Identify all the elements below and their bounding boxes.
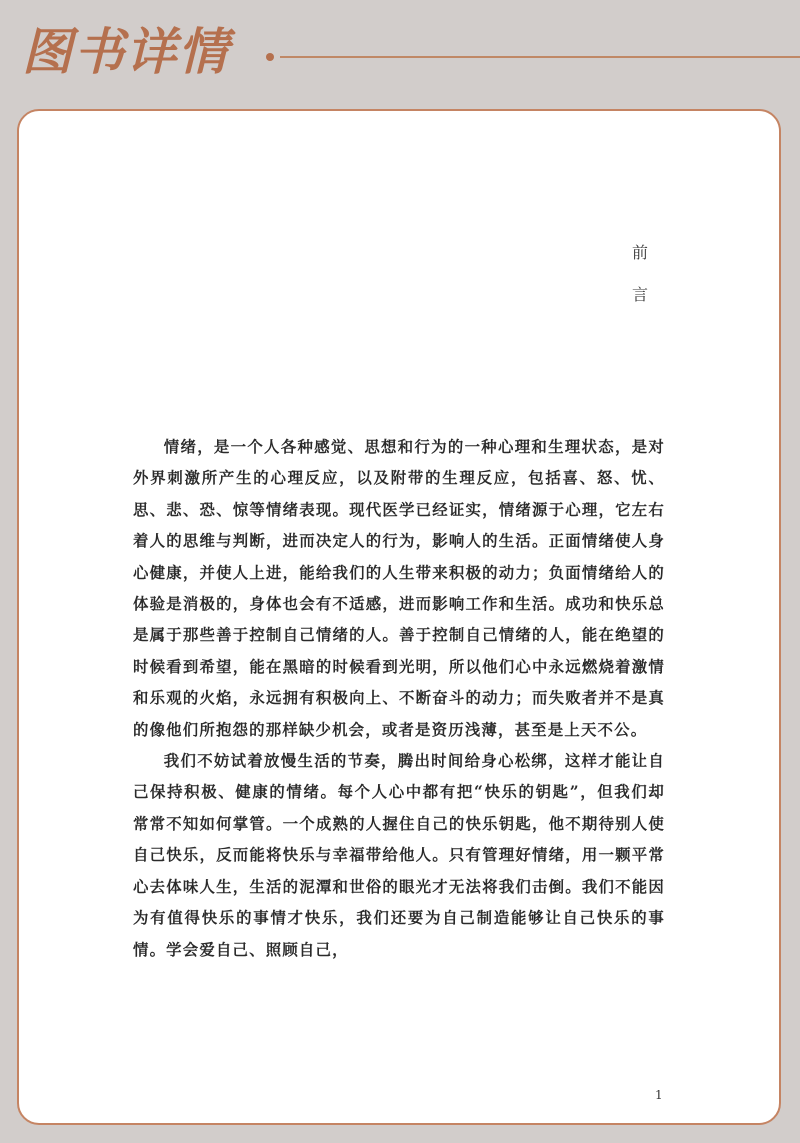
header-title: 图书详情 [22,22,230,81]
page-header [0,0,800,100]
section-title-char: 前 [631,243,648,262]
section-title-char: 言 [631,285,648,304]
page-number: 1 [655,1088,663,1102]
body-text [133,432,665,966]
paragraph: 我们不妨试着放慢生活的节奏，腾出时间给身心松绑，这样才能让自己保持积极、健康的情绪。每个人心中都有把“快乐的钥匙”，但我们却常常不知如何掌管。一个成熟的人握住自己的快乐钥匙，他不期待别人使自己快乐，反而能将快乐与幸福带给他人。只有管理好情绪，用一颗平常心去体味人生，生活的泥潭和世俗的眼光才无法将我们击倒。我们不能因为有值得快乐的事情才快乐，我们还要为自己制造能够让自己快乐的事情。学会爱自己、照顾自己， [133,752,665,959]
header-line-divider [280,56,800,58]
section-title [620,232,660,316]
paragraph: 情绪，是一个人各种感觉、思想和行为的一种心理和生理状态，是对外界刺激所产生的心理反应，以及附带的生理反应，包括喜、怒、忧、思、悲、恐、惊等情绪表现。现代医学已经证实，情绪源于心理，它左右着人的思维与判断，进而决定人的行为，影响人的生活。正面情绪使人身心健康，并使人上进，能给我们的人生带来积极的动力；负面情绪给人的体验是消极的，身体也会有不适感，进而影响工作和生活。成功和快乐总是属于那些善于控制自己情绪的人。善于控制自己情绪的人，能在绝望的时候看到希望，能在黑暗的时候看到光明，所以他们心中永远燃烧着激情和乐观的火焰，永远拥有积极向上、不断奋斗的动力；而失败者并不是真的像他们所抱怨的那样缺少机会，或者是资历浅薄，甚至是上天不公。 [133,438,665,739]
header-dot-decoration [266,53,274,61]
